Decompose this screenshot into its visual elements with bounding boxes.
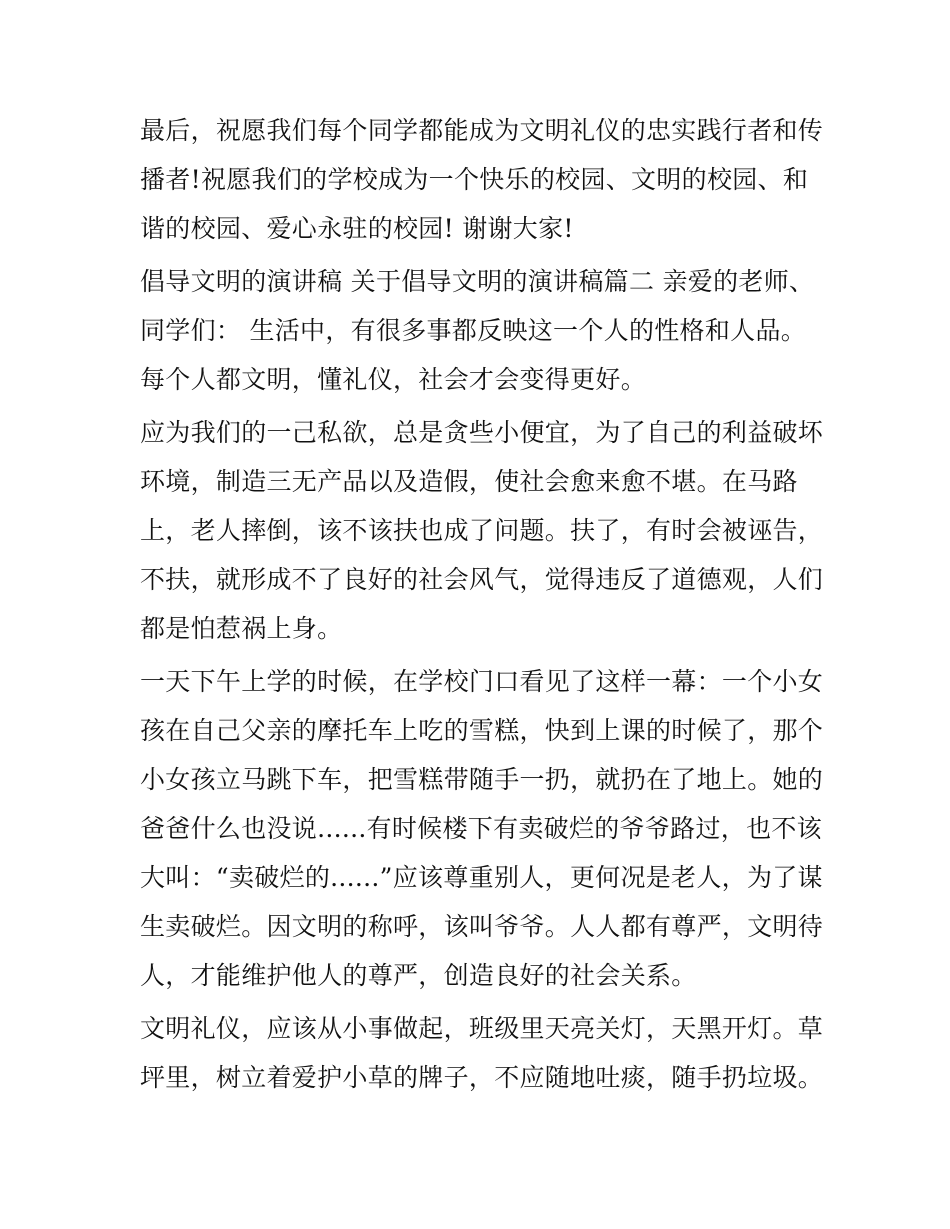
text-line: 应为我们的一己私欲，总是贪些小便宜，为了自己的利益破坏 (140, 418, 824, 447)
text-line: 一天下午上学的时候，在学校门口看见了这样一幕：一个小女 (140, 667, 824, 696)
paragraph-speech-heading (140, 257, 820, 404)
text-line: 上，老人摔倒，该不该扶也成了问题。扶了，有时会被诬告， (140, 516, 824, 545)
text-line: 倡导文明的演讲稿 关于倡导文明的演讲稿篇二 亲爱的老师、 (140, 267, 815, 296)
paragraph-small-things (140, 1004, 824, 1102)
text-line: 生卖破烂。因文明的称呼，该叫爷爷。人人都有尊严，文明待 (140, 912, 824, 941)
text-line: 同学们： 生活中，有很多事都反映这一个人的性格和人品。 (140, 316, 807, 345)
paragraph-closing-wishes (140, 106, 824, 253)
paragraph-selfish-desires (140, 408, 824, 653)
text-line: 播者!祝愿我们的学校成为一个快乐的校园、文明的校园、和 (140, 165, 809, 194)
text-line: 环境，制造三无产品以及造假，使社会愈来愈不堪。在马路 (140, 467, 798, 496)
text-line: 小女孩立马跳下车，把雪糕带随手一扔，就扔在了地上。她的 (140, 765, 824, 794)
text-line: 爸爸什么也没说......有时候楼下有卖破烂的爷爷路过，也不该 (140, 814, 822, 843)
text-line: 坪里，树立着爱护小草的牌子，不应随地吐痰，随手扔垃圾。 (140, 1063, 824, 1092)
text-line: 人，才能维护他人的尊严，创造良好的社会关系。 (140, 961, 697, 990)
document-body (140, 106, 824, 1106)
text-line: 大叫：“卖破烂的......”应该尊重别人，更何况是老人，为了谋 (140, 863, 823, 892)
paragraph-school-gate-story (140, 657, 824, 1000)
text-line: 最后，祝愿我们每个同学都能成为文明礼仪的忠实践行者和传 (140, 116, 824, 145)
text-line: 每个人都文明，懂礼仪，社会才会变得更好。 (140, 365, 647, 394)
text-line: 都是怕惹祸上身。 (140, 614, 343, 643)
text-line: 不扶，就形成不了良好的社会风气，觉得违反了道德观，人们 (140, 565, 824, 594)
text-line: 文明礼仪，应该从小事做起，班级里天亮关灯，天黑开灯。草 (140, 1014, 824, 1043)
text-line: 谐的校园、爱心永驻的校园! 谢谢大家! (140, 214, 574, 243)
text-line: 孩在自己父亲的摩托车上吃的雪糕，快到上课的时候了，那个 (140, 716, 824, 745)
